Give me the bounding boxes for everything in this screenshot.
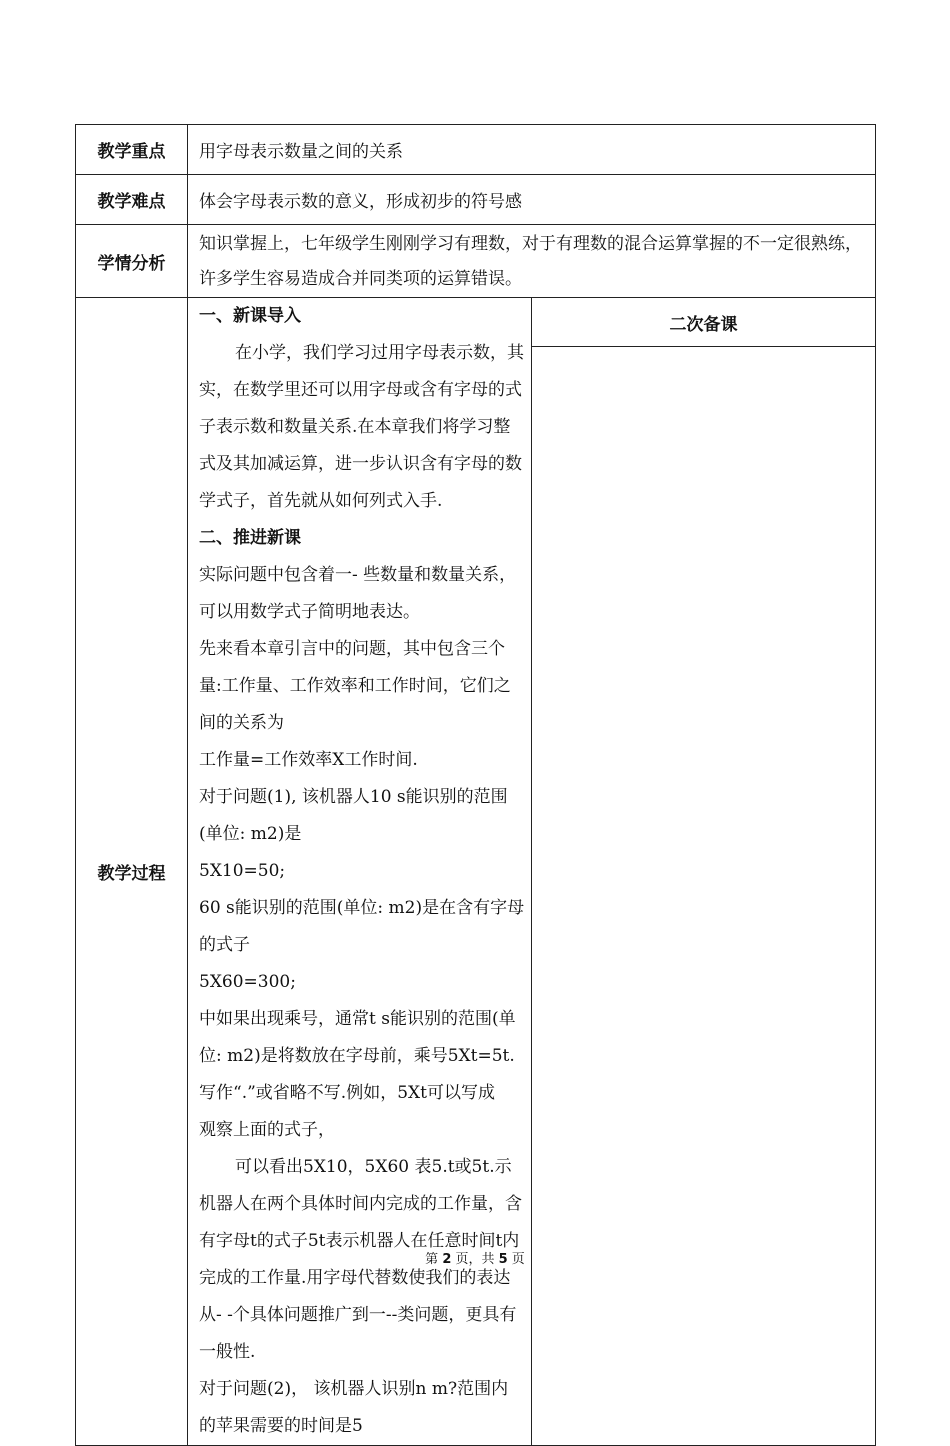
table-row: [76, 225, 876, 298]
section-heading: 一、新课导入: [199, 306, 301, 326]
paragraph: 在小学，我们学习过用字母表示数，其实，在数学里还可以用字母或含有字母的式子表示数和数量关系.在本章我们将学习整式及其加减运算，进一步认识含有字母的数学式子，首先就从如何列式入手.: [199, 343, 524, 511]
paragraph: 可以看出5X10，5X60 表5.t或5t.示机器人在两个具体时间内完成的工作量，含有字母t的式子5t表示机器人在任意时间t内完成的工作量.用字母代替数使我们的表达从- -个具体问题推广到一--类问题，更具有一般性.: [199, 1157, 522, 1362]
table-row: [76, 125, 876, 175]
side-notes-header: 二次备课: [532, 298, 875, 347]
paragraph: 对于问题(2)， 该机器人识别n m?范围内的苹果需要的时间是5: [199, 1379, 509, 1436]
table-row: [76, 298, 876, 1446]
paragraph: 5X60=300;: [199, 972, 296, 992]
paragraph: 先来看本章引言中的问题，其中包含三个量:工作量、工作效率和工作时间，它们之间的关系为: [199, 639, 511, 733]
table-row: [76, 175, 876, 225]
process-label: 教学过程: [76, 298, 188, 1446]
row-value: 体会字母表示数的意义，形成初步的符号感: [188, 175, 876, 225]
paragraph: 实际问题中包含着一- 些数量和数量关系，可以用数学式子简明地表达。: [199, 565, 517, 622]
footer-suffix: 页: [507, 1252, 525, 1267]
process-content-cell: [188, 298, 532, 1446]
paragraph: 中如果出现乘号，通常t s能识别的范围(单位: m2)是将数放在字母前，乘号5Xt=5t.写作“.”或省略不写.例如，5Xt可以写成: [199, 1009, 516, 1103]
paragraph: 60 s能识别的范围(单位: m2)是在含有字母的式子: [199, 898, 525, 955]
paragraph: 对于问题(1), 该机器人10 s能识别的范围(单位: m2)是: [199, 787, 508, 844]
footer-total-pages: 5: [498, 1252, 508, 1267]
side-notes-cell: [532, 298, 876, 1446]
row-label: 教学重点: [76, 125, 188, 175]
paragraph: 观察上面的式子，: [199, 1120, 335, 1140]
row-value: 知识掌握上，七年级学生刚刚学习有理数，对于有理数的混合运算掌握的不一定很熟练，许多学生容易造成合并同类项的运算错误。: [188, 225, 876, 298]
row-label: 教学难点: [76, 175, 188, 225]
row-value: 用字母表示数量之间的关系: [188, 125, 876, 175]
footer-page-number: 2: [442, 1252, 452, 1267]
section-heading: 二、推进新课: [199, 528, 301, 548]
footer-prefix: 第: [425, 1252, 443, 1267]
row-label: 学情分析: [76, 225, 188, 298]
process-content: [188, 298, 531, 1445]
paragraph: 工作量=工作效率X工作时间.: [199, 750, 418, 770]
paragraph: 5X10=50;: [199, 861, 286, 881]
footer-middle: 页，共: [451, 1252, 499, 1267]
page-footer: [0, 1248, 950, 1267]
